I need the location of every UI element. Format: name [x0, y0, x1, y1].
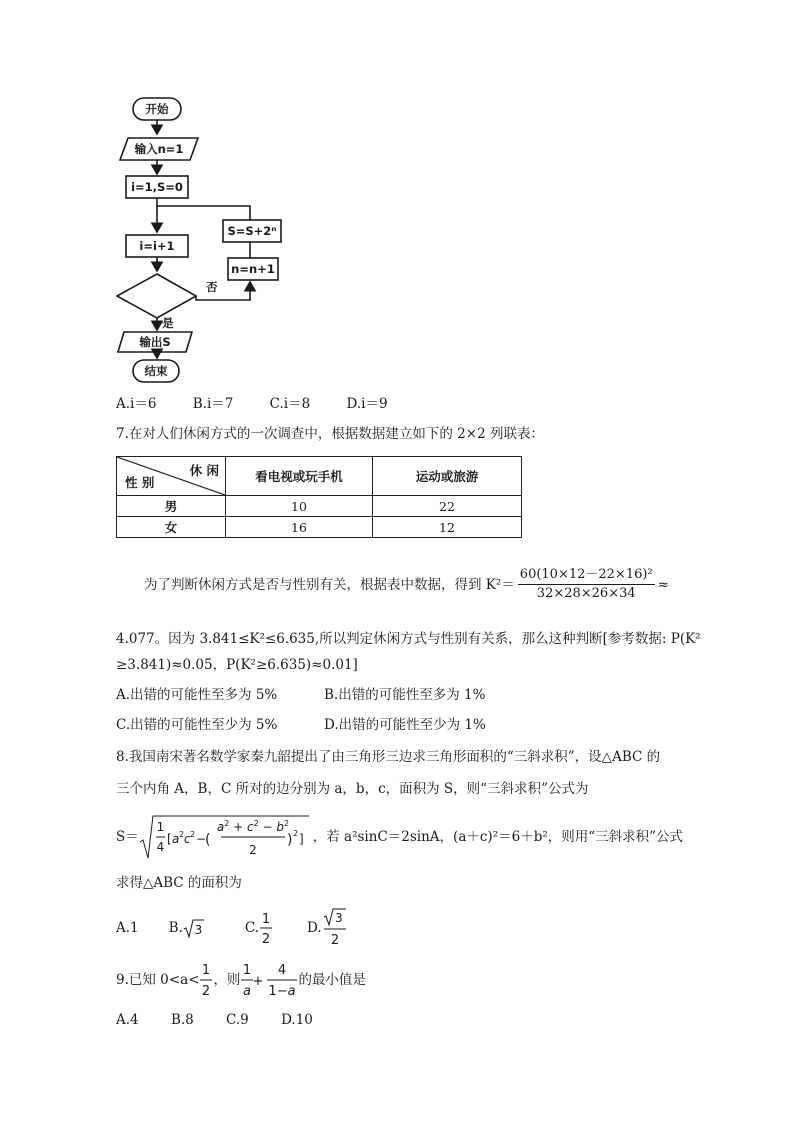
corner-bottom-label: 性 别: [125, 475, 155, 490]
q8-line4: 求得△ABC 的面积为: [116, 875, 242, 891]
corner-top-label: 休 闲: [189, 463, 219, 478]
svg-text:1: 1: [156, 820, 165, 834]
q7-option-c: C.出错的可能性至少为 5%: [116, 717, 278, 733]
svg-text:2: 2: [202, 984, 211, 999]
svg-text:1: 1: [243, 963, 252, 978]
start-label: 开始: [145, 102, 169, 116]
q8-option-b: [169, 918, 205, 938]
k2-denominator: 32×28×26×34: [536, 586, 636, 601]
q8-formula-line: [116, 814, 683, 860]
svg-text:+: +: [252, 974, 264, 989]
q6-options: [116, 395, 388, 413]
sqrt3-symbol: [183, 918, 205, 938]
q9-stem: [116, 960, 366, 1000]
svg-text:a: a: [171, 832, 180, 846]
svg-text:2: 2: [330, 933, 339, 948]
q9-option-b: B.8: [170, 1012, 194, 1028]
table-corner-cell: [117, 457, 226, 496]
q7-line2: 4.077。因为 3.841≤K²≤6.635,所以判定休闲方式与性别有关系，那么这种判断[参考数据: P(K²: [116, 631, 701, 647]
svg-text:(: (: [204, 832, 211, 848]
col-header-sport: 运动或旅游: [373, 457, 522, 496]
svg-text:2: 2: [261, 932, 271, 947]
sqrt3-over-2-fraction: [322, 908, 348, 948]
q9-expression: [240, 960, 298, 1000]
svg-text:3: 3: [194, 923, 203, 937]
q8-option-b-label: B.: [168, 920, 183, 936]
svg-text:2: 2: [178, 830, 184, 839]
half-fraction: [199, 960, 213, 1000]
k2-numerator: 60(10×12－22×16)²: [518, 566, 655, 585]
no-label: 否: [206, 280, 218, 294]
svg-text:c: c: [183, 832, 191, 846]
end-label: 结束: [144, 364, 168, 378]
update-s-label: S=S+2ⁿ: [227, 224, 277, 238]
cell-value: 22: [373, 496, 522, 517]
row-label: 男: [117, 496, 226, 517]
q7-option-a: A.出错的可能性至多为 5%: [116, 687, 278, 703]
yes-label: 是: [162, 316, 174, 330]
q9-option-a: A.4: [116, 1012, 139, 1028]
q8-option-c-label: C.: [244, 920, 259, 936]
q7-formula-line: [144, 566, 669, 603]
svg-text:4: 4: [156, 840, 165, 854]
cell-value: 16: [226, 517, 373, 538]
svg-text:1−a: 1−a: [268, 984, 297, 999]
increment-i-label: i=i+1: [139, 239, 175, 253]
svg-text:[: [: [166, 832, 172, 846]
q7-option-d: D.出错的可能性至少为 1%: [324, 717, 486, 733]
q7-para-start: 为了判断休闲方式是否与性别有关，根据表中数据，得到 K²＝: [144, 576, 515, 593]
approx-sign: ≈: [657, 576, 669, 593]
q8-option-d-label: D.: [307, 920, 322, 936]
col-header-tv: 看电视或玩手机: [226, 457, 373, 496]
init-label: i=1,S=0: [131, 180, 183, 194]
svg-text:2: 2: [292, 829, 298, 838]
svg-text:4: 4: [278, 963, 287, 978]
q6-option-d: D.i＝9: [346, 396, 388, 412]
table-row: [117, 496, 522, 517]
contingency-table: [116, 456, 522, 538]
svg-text:a: a: [243, 984, 252, 999]
svg-text:−: −: [195, 832, 206, 846]
table-row: [117, 517, 522, 538]
svg-text:): ): [286, 832, 293, 848]
svg-text:1: 1: [202, 963, 211, 978]
row-label: 女: [117, 517, 226, 538]
q9-stem-mid: ，则: [213, 972, 241, 988]
qin-jiushao-formula: [139, 814, 311, 860]
svg-text:a2 + c2 − b2: $a^2 + c^2 - b^2$: [216, 819, 289, 834]
q6-option-a: A.i＝6: [116, 396, 157, 412]
svg-text:1: 1: [261, 912, 271, 927]
cell-value: 12: [373, 517, 522, 538]
q6-option-c: C.i＝8: [269, 396, 311, 412]
q8-option-a: A.1: [116, 920, 139, 936]
half-fraction: [259, 909, 273, 947]
q8-line1: 8.我国南宋著名数学家秦九韶提出了由三角形三边求三角形面积的“三斜求积”，设△ABC 的: [116, 749, 661, 765]
update-n-label: n=n+1: [231, 262, 275, 276]
q8-options: [116, 908, 348, 948]
q9-options: [116, 1011, 313, 1029]
decision-diamond: [117, 274, 196, 318]
q8-formula-after: ，若 a²sinC＝2sinA，(a＋c)²＝6＋b²，则用“三斜求积”公式: [312, 829, 684, 845]
input-label: 输入n=1: [134, 142, 184, 156]
q8-line2: 三个内角 A，B，C 所对的边分别为 a，b，c，面积为 S，则“三斜求积”公式为: [116, 781, 589, 797]
svg-text:2: 2: [189, 830, 195, 839]
flowchart: [100, 90, 300, 390]
cell-value: 10: [226, 496, 373, 517]
q7-stem: 7.在对人们休闲方式的一次调查中，根据数据建立如下的 2×2 列联表：: [116, 426, 544, 442]
svg-text:3: 3: [334, 911, 343, 925]
k2-fraction: [518, 566, 655, 603]
q9-option-d: D.10: [281, 1012, 313, 1028]
output-label: 输出S: [139, 335, 171, 349]
q7-line3: ≥3.841)≈0.05，P(K²≥6.635)≈0.01]: [116, 657, 358, 673]
q9-option-c: C.9: [226, 1012, 249, 1028]
q7-option-b: B.出错的可能性至多为 1%: [324, 687, 486, 703]
q8-option-c: [245, 909, 273, 947]
q8-option-d: [307, 908, 348, 948]
svg-text:2: 2: [248, 843, 257, 857]
q9-stem-end: 的最小值是: [298, 972, 366, 988]
s-equals: S＝: [116, 829, 139, 845]
svg-text:]: ]: [298, 832, 304, 846]
q9-stem-start: 9.已知 0<a<: [116, 972, 200, 988]
q6-option-b: B.i＝7: [192, 396, 234, 412]
